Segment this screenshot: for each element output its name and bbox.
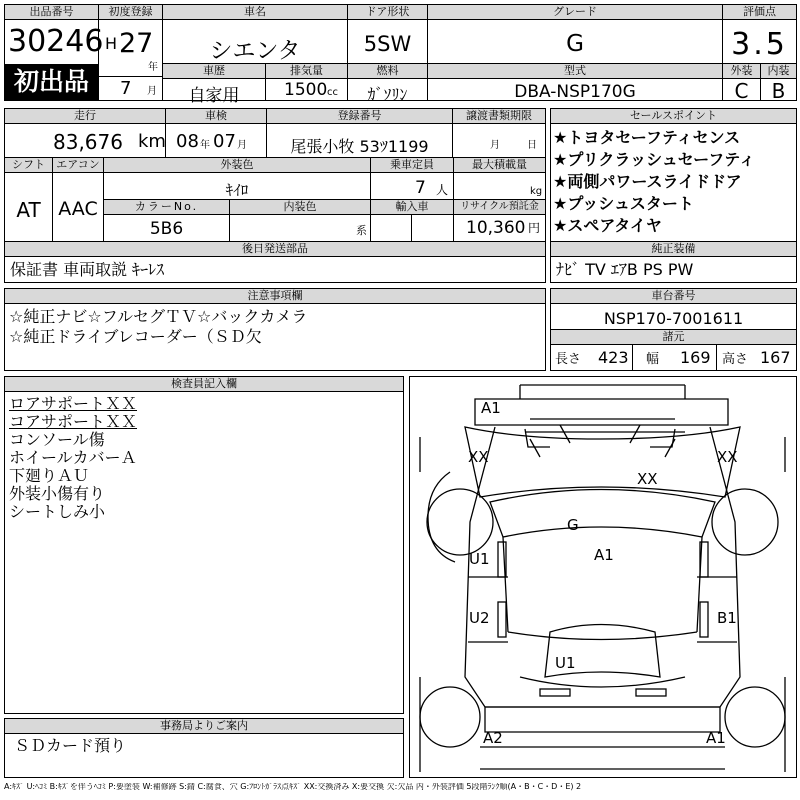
displacement: 1500: [284, 80, 328, 100]
exterior-grade: C: [734, 79, 749, 103]
factory-equipment: ﾅﾋﾞ TV ｴｱB PS PW: [556, 260, 694, 279]
fuel-label: 燃料: [348, 64, 427, 79]
legend: A:ｷｽﾞ U:ﾍｺﾐ B:ｷｽﾞを伴うﾍｺﾐ P:要塗装 W:補修跡 S:錆 C:腐食、穴 G:ﾌﾛﾝﾄｶﾞﾗｽ点ｷｽﾞ XX:交換済み X:要交換 欠:欠品 内・外装評価 5段階ﾗﾝｸ順(A・B・C・D・E) 2: [4, 783, 582, 791]
mark-left-rear-door: U2: [469, 609, 490, 627]
door-type: 5SW: [363, 32, 412, 56]
notes-label: 注意事項欄: [5, 289, 545, 304]
reg-year: 27: [119, 28, 154, 59]
mark-rear-right: A1: [706, 729, 726, 747]
recycle-deposit: 10,360: [466, 218, 526, 238]
exterior-color: ｷｲﾛ: [225, 181, 249, 199]
mileage-unit: km: [138, 131, 166, 152]
mark-left-fender: XX: [468, 448, 489, 466]
shift: AT: [16, 198, 41, 222]
transfer-day-unit: 日: [527, 140, 537, 151]
inspector-line: コアサポートＸＸ: [9, 412, 138, 431]
selling-point: ★両側パワースライドドア: [553, 172, 742, 191]
first-listing-badge: 初出品: [5, 64, 98, 100]
lot-number: 30246: [8, 24, 104, 59]
model-label: 型式: [428, 64, 722, 79]
inspector-line: コンソール傷: [9, 430, 105, 449]
grade: G: [566, 31, 584, 57]
registration-number: 尾張小牧 53ﾂ1199: [290, 137, 429, 156]
car-name: シエンタ: [209, 38, 301, 64]
selling-points-label: セールスポイント: [551, 109, 796, 124]
inspector-label: 検査員記入欄: [5, 377, 403, 392]
later-parts-label: 後日発送部品: [5, 242, 545, 257]
interior-color-unit: 系: [356, 224, 367, 237]
mark-left-front-door: U1: [469, 550, 490, 568]
fuel: ｶﾞｿﾘﾝ: [367, 85, 408, 104]
length-label: 長さ: [555, 352, 582, 367]
car-outline-diagram: [410, 377, 796, 777]
mileage: 83,676: [53, 130, 123, 154]
mark-right-rear-door: B1: [717, 609, 737, 627]
first-reg-label: 初度登録: [99, 5, 162, 20]
color-number: 5B6: [149, 219, 184, 239]
mark-back-door: U1: [555, 654, 576, 672]
height-label: 高さ: [722, 352, 749, 367]
office-note: ＳＤカード預り: [14, 736, 127, 755]
info-table: [4, 108, 546, 242]
selling-point: ★プリクラッシュセーフティ: [553, 150, 756, 169]
inspection-label: 車検: [166, 109, 266, 124]
door-label: ドア形状: [348, 5, 427, 20]
exterior-grade-label: 外装: [723, 64, 760, 79]
displacement-label: 排気量: [266, 64, 347, 79]
score: 3.5: [731, 27, 788, 62]
inspection-year: 08: [176, 131, 199, 152]
reg-year-unit: 年: [148, 62, 158, 73]
selling-point: ★スペアタイヤ: [553, 216, 662, 235]
import-label: 輸入車: [371, 200, 453, 215]
displacement-unit: cc: [327, 87, 338, 98]
interior-grade: B: [771, 79, 786, 103]
width: 169: [680, 348, 711, 367]
inspection-year-unit: 年: [200, 140, 210, 151]
grade-label: グレード: [428, 5, 722, 20]
ac: AAC: [58, 198, 98, 220]
interior-grade-label: 内装: [761, 64, 796, 79]
recycle-label: リサイクル預託金: [454, 200, 545, 215]
mileage-label: 走行: [5, 109, 165, 124]
reg-month: 7: [120, 78, 132, 99]
era: H: [105, 34, 118, 53]
note-line: ☆純正ナビ☆フルセグＴＶ☆バックカメラ: [9, 307, 308, 326]
capacity-label: 乗車定員: [371, 158, 453, 173]
inspector-line: ロアサポートＸＸ: [9, 394, 138, 413]
ac-label: エアコン: [53, 158, 103, 173]
shift-label: シフト: [5, 158, 52, 173]
width-label: 幅: [646, 352, 660, 367]
max-load-label: 最大積載量: [454, 158, 545, 173]
interior-color-label: 内装色: [230, 200, 370, 215]
lot-number-label: 出品番号: [5, 5, 98, 20]
capacity-unit: 人: [436, 183, 449, 197]
registration-label: 登録番号: [267, 109, 452, 124]
mark-windshield: G: [567, 516, 579, 534]
inspection-month-unit: 月: [237, 140, 247, 151]
max-load-unit: kg: [530, 186, 543, 197]
note-line: ☆純正ドライブレコーダー（ＳＤ欠: [9, 327, 262, 346]
selling-point: ★プッシュスタート: [553, 194, 694, 213]
mark-rear-left: A2: [483, 729, 503, 747]
reg-month-unit: 月: [147, 86, 157, 97]
exterior-color-label: 外装色: [104, 158, 370, 173]
history-label: 車歴: [163, 64, 265, 79]
car-name-label: 車名: [163, 5, 347, 20]
model-code: DBA-NSP170G: [514, 82, 636, 102]
inspection-month: 07: [213, 131, 236, 152]
selling-point: ★トヨタセーフティセンス: [553, 128, 741, 147]
inspector-line: 下廻りＡＵ: [9, 466, 90, 485]
mark-hood: XX: [637, 470, 658, 488]
transfer-month-unit: 月: [490, 140, 500, 151]
dims-label: 諸元: [551, 330, 796, 345]
transfer-docs-label: 譲渡書類期限: [453, 109, 545, 124]
mark-front-bumper: A1: [481, 399, 501, 417]
factory-equipment-label: 純正装備: [551, 242, 796, 257]
mark-right-fender: XX: [717, 448, 738, 466]
inspector-line: 外装小傷有り: [9, 484, 106, 503]
inspector-line: シートしみ小: [9, 502, 106, 521]
office-label: 事務局よりご案内: [5, 719, 403, 734]
car-history: 自家用: [188, 86, 240, 106]
mark-roof: A1: [594, 546, 614, 564]
capacity: 7: [415, 178, 426, 198]
recycle-unit: 円: [528, 221, 541, 235]
length: 423: [598, 348, 629, 367]
score-label: 評価点: [723, 5, 796, 20]
later-parts: 保証書 車両取説 ｷｰﾚｽ: [10, 260, 165, 279]
chassis-label: 車台番号: [551, 289, 796, 304]
inspector-line: ホイールカバーＡ: [9, 448, 137, 467]
chassis-number: NSP170-7001611: [603, 309, 744, 328]
color-no-label: カラーNo.: [104, 200, 229, 215]
height: 167: [760, 348, 791, 367]
